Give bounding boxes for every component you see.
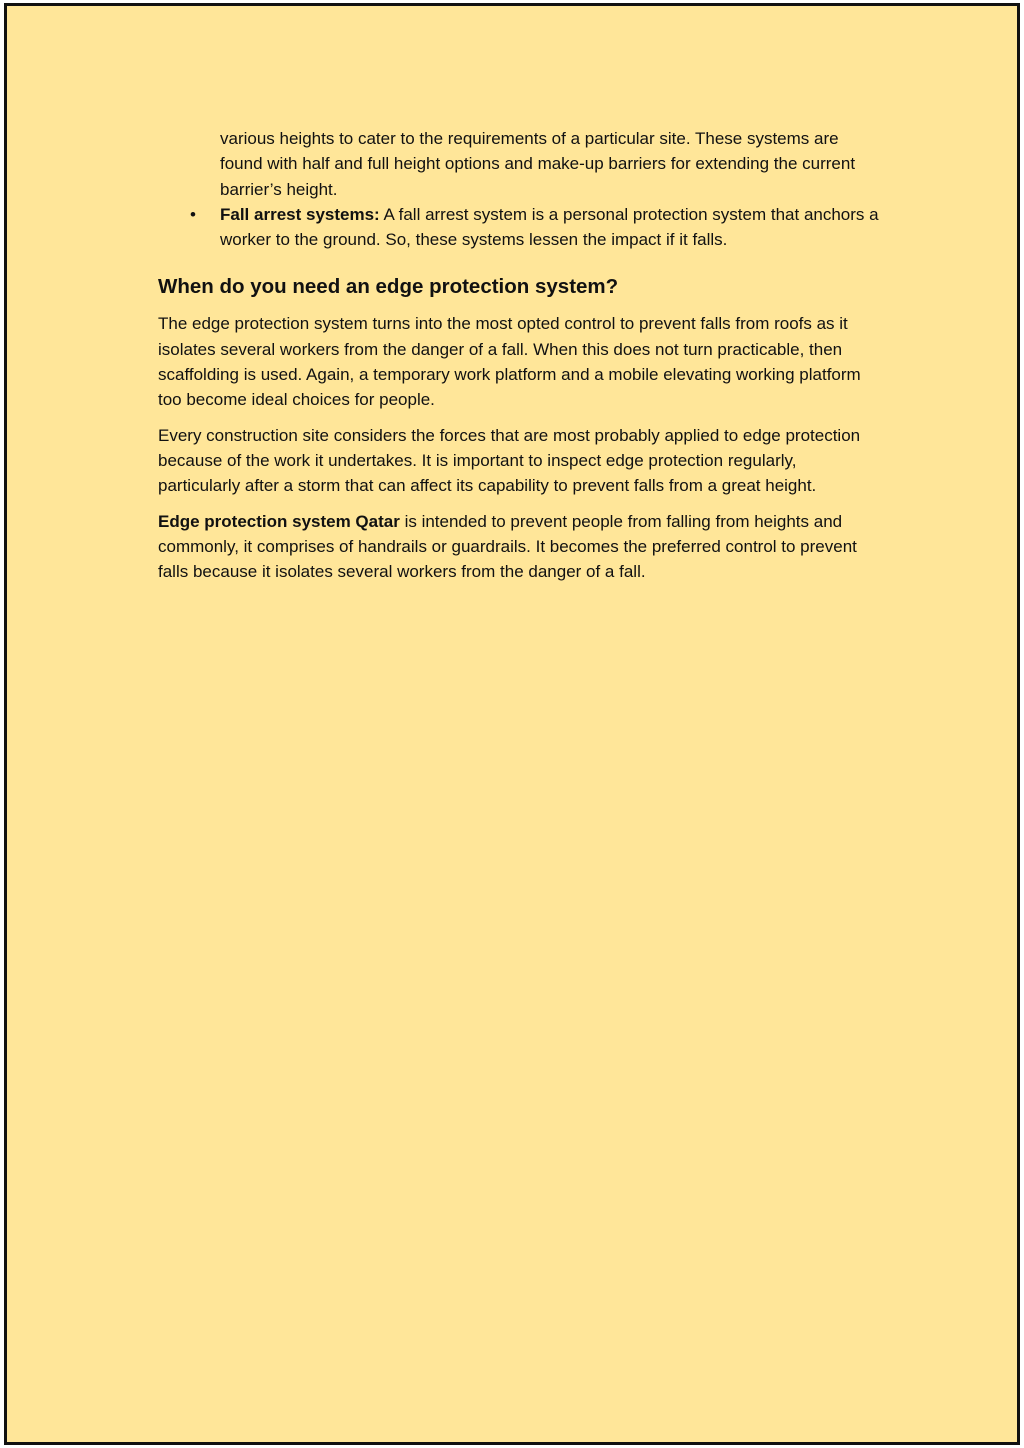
paragraph-2 bbox=[158, 423, 883, 499]
bullet-text: A fall arrest system is a personal protection system that anchors a worker to the ground. So, these systems lessen the impact if it falls. bbox=[220, 204, 879, 250]
document-content bbox=[158, 126, 883, 594]
paragraph-1 bbox=[158, 311, 883, 412]
bullet-dot-icon: • bbox=[190, 204, 196, 224]
bullet-item-fall-arrest bbox=[190, 202, 883, 253]
paragraph-3-text: is intended to prevent people from falling from heights and commonly, it comprises of handrails or guardrails. It becomes the preferred control to prevent falls because it isolates several workers from the danger of a fall. bbox=[158, 511, 857, 582]
paragraph-2-text: Every construction site considers the forces that are most probably applied to edge protection because of the work it undertakes. It is important to inspect edge protection regularly, particularly after a storm that can affect its capability to prevent falls from a great height. bbox=[158, 425, 861, 496]
paragraph-3 bbox=[158, 509, 883, 585]
paragraph-3-bold-term: Edge protection system Qatar bbox=[158, 511, 400, 531]
document-page bbox=[4, 3, 1020, 1445]
continuation-paragraph: various heights to cater to the requirements of a particular site. These systems are found with half and full height options and make-up barriers for extending the current barrier’s height. bbox=[220, 129, 856, 199]
paragraph-1-text: The edge protection system turns into the most opted control to prevent falls from roofs as it isolates several workers from the danger of a fall. When this does not turn practicable, then scaffolding is used. Again, a temporary work platform and a mobile elevating working platform too become ideal choices for people. bbox=[158, 314, 861, 410]
section-heading: When do you need an edge protection system? bbox=[158, 275, 619, 299]
bullet-term: Fall arrest systems: bbox=[220, 204, 380, 224]
